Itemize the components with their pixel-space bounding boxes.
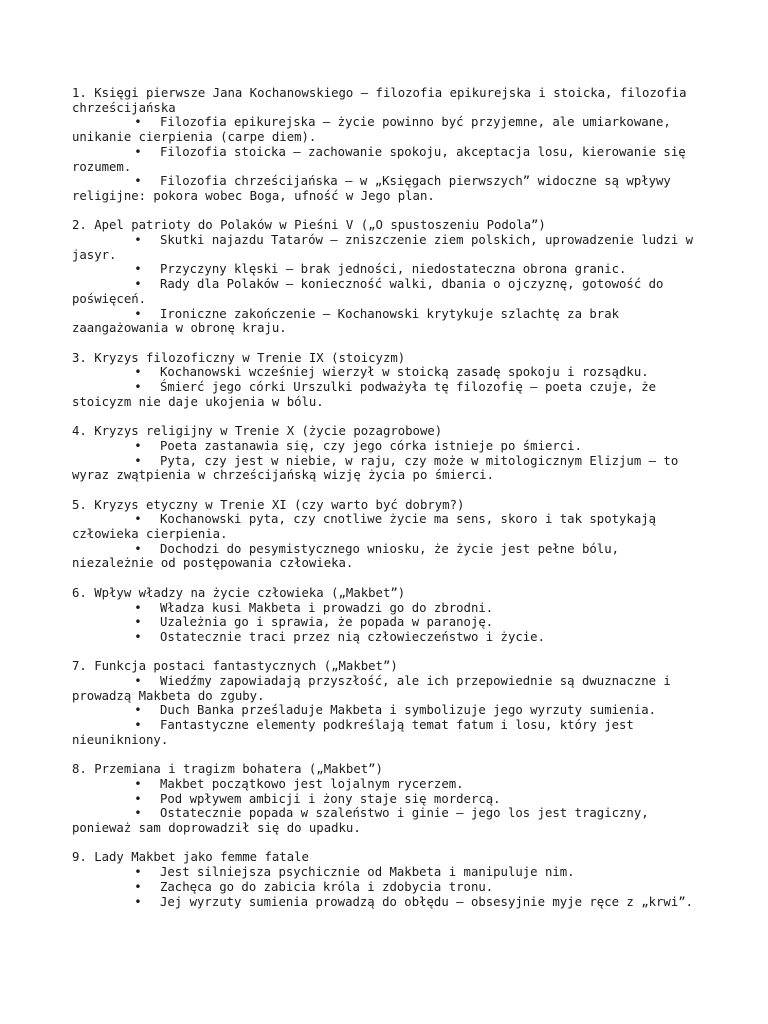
bullet-item — [72, 145, 702, 174]
section-heading: 6. Wpływ władzy na życie człowieka („Makbet”) — [72, 585, 406, 600]
bullet-icon: • — [134, 703, 142, 718]
bullet-icon: • — [134, 262, 142, 277]
bullet-text: Makbet początkowo jest lojalnym rycerzem. — [160, 776, 464, 791]
bullet-text: Filozofia epikurejska – życie powinno być przyjemne, ale umiarkowane, unikanie cierpienia (carpe diem). — [72, 115, 679, 145]
bullet-item — [72, 262, 702, 277]
bullet-item — [72, 512, 702, 541]
bullet-icon: • — [134, 174, 142, 189]
bullet-text: Przyczyny klęski – brak jedności, niedostateczna obrona granic. — [160, 262, 627, 277]
bullet-item — [72, 806, 702, 835]
section-heading: 9. Lady Makbet jako femme fatale — [72, 850, 309, 865]
bullet-item — [72, 174, 702, 203]
bullet-icon: • — [134, 806, 142, 821]
bullet-icon: • — [134, 776, 142, 791]
bullet-text: Filozofia chrześcijańska – w „Księgach pierwszych” widoczne są wpływy religijne: pokora wobec Boga, ufność w Jego plan. — [72, 174, 679, 203]
bullet-item — [72, 777, 702, 792]
bullet-icon: • — [134, 791, 142, 806]
bullet-item — [72, 454, 702, 483]
bullet-icon: • — [134, 674, 142, 689]
bullet-item — [72, 615, 702, 630]
bullet-icon: • — [134, 144, 142, 159]
bullet-text: Duch Banka prześladuje Makbeta i symbolizuje jego wyrzuty sumienia. — [160, 703, 657, 718]
section — [72, 86, 702, 204]
section-heading: 8. Przemiana i tragizm bohatera („Makbet”) — [72, 762, 383, 777]
section — [72, 850, 702, 909]
section-heading: 3. Kryzys filozoficzny w Trenie IX (stoicyzm) — [72, 350, 406, 365]
section — [72, 218, 702, 336]
section-heading: 2. Apel patrioty do Polaków w Pieśni V („O spustoszeniu Podola”) — [72, 218, 546, 233]
bullet-text: Ostatecznie traci przez nią człowieczeństwo i życie. — [160, 629, 545, 644]
bullet-text: Dochodzi do pesymistycznego wniosku, że życie jest pełne bólu, niezależnie od postępowania człowieka. — [72, 541, 627, 571]
bullet-item — [72, 365, 702, 380]
bullet-item — [72, 380, 702, 409]
bullet-text: Wiedźmy zapowiadają przyszłość, ale ich przepowiednie są dwuznaczne i prowadzą Makbeta do zguby. — [72, 674, 679, 703]
section-heading: 4. Kryzys religijny w Trenie X (życie pozagrobowe) — [72, 424, 443, 439]
bullet-text: Jej wyrzuty sumienia prowadzą do obłędu – obsesyjnie myje ręce z „krwi”. — [160, 894, 694, 909]
bullet-icon: • — [134, 512, 142, 527]
section — [72, 586, 702, 645]
bullet-item — [72, 792, 702, 807]
bullet-item — [72, 703, 702, 718]
bullet-icon: • — [134, 879, 142, 894]
section — [72, 424, 702, 483]
bullet-icon: • — [134, 615, 142, 630]
bullet-icon: • — [134, 718, 142, 733]
bullet-text: Zachęca go do zabicia króla i zdobycia tronu. — [160, 879, 494, 894]
bullet-item — [72, 674, 702, 703]
bullet-text: Ironiczne zakończenie – Kochanowski krytykuje szlachtę za brak zaangażowania w obronę kraju. — [72, 306, 627, 336]
bullet-text: Kochanowski wcześniej wierzył w stoicką zasadę spokoju i rozsądku. — [160, 365, 649, 380]
section — [72, 351, 702, 410]
bullet-item — [72, 630, 702, 645]
bullet-item — [72, 880, 702, 895]
bullet-icon: • — [134, 438, 142, 453]
bullet-icon: • — [134, 629, 142, 644]
bullet-icon: • — [134, 894, 142, 909]
bullet-text: Skutki najazdu Tatarów – zniszczenie ziem polskich, uprowadzenie ludzi w jasyr. — [72, 233, 701, 262]
bullet-text: Filozofia stoicka – zachowanie spokoju, akceptacja losu, kierowanie się rozumem. — [72, 144, 694, 174]
section-heading: 5. Kryzys etyczny w Trenie XI (czy warto być dobrym?) — [72, 497, 465, 512]
bullet-text: Fantastyczne elementy podkreślają temat fatum i losu, który jest nieunikniony. — [72, 718, 642, 747]
bullet-icon: • — [134, 233, 142, 248]
bullet-icon: • — [134, 453, 142, 468]
bullet-item — [72, 277, 702, 306]
bullet-item — [72, 307, 702, 336]
bullet-text: Poeta zastanawia się, czy jego córka istnieje po śmierci. — [160, 438, 582, 453]
section-heading: 7. Funkcja postaci fantastycznych („Makbet”) — [72, 659, 398, 674]
bullet-text: Śmierć jego córki Urszulki podważyła tę filozofię – poeta czuje, że stoicyzm nie daje ukojenia w bólu. — [72, 380, 664, 409]
bullet-item — [72, 233, 702, 262]
bullet-text: Kochanowski pyta, czy cnotliwe życie ma sens, skoro i tak spotykają człowieka cierpienia. — [72, 512, 664, 542]
bullet-item — [72, 542, 702, 571]
section — [72, 498, 702, 572]
bullet-icon: • — [134, 365, 142, 380]
bullet-item — [72, 115, 702, 144]
bullet-item — [72, 718, 702, 747]
bullet-text: Pod wpływem ambicji i żony staje się mordercą. — [160, 791, 501, 806]
bullet-text: Władza kusi Makbeta i prowadzi go do zbrodni. — [160, 600, 494, 615]
section — [72, 762, 702, 836]
bullet-text: Ostatecznie popada w szaleństwo i ginie – jego los jest tragiczny, ponieważ sam doprowadził się do upadku. — [72, 806, 657, 836]
section-heading: 1. Księgi pierwsze Jana Kochanowskiego – filozofia epikurejska i stoicka, filozofia chrześcijańska — [72, 86, 694, 115]
bullet-icon: • — [134, 380, 142, 395]
bullet-icon: • — [134, 115, 142, 130]
bullet-text: Pyta, czy jest w niebie, w raju, czy może w mitologicznym Elizjum – to wyraz zwątpienia w chrześcijańską wizję życia po śmierci. — [72, 453, 686, 483]
bullet-text: Uzależnia go i sprawia, że popada w paranoję. — [160, 615, 494, 630]
bullet-text: Jest silniejsza psychicznie od Makbeta i manipuluje nim. — [160, 865, 575, 880]
bullet-item — [72, 865, 702, 880]
bullet-icon: • — [134, 541, 142, 556]
bullet-item — [72, 439, 702, 454]
section — [72, 659, 702, 747]
bullet-item — [72, 601, 702, 616]
document-body — [72, 86, 702, 924]
bullet-item — [72, 895, 702, 910]
bullet-icon: • — [134, 306, 142, 321]
bullet-text: Rady dla Polaków – konieczność walki, dbania o ojczyznę, gotowość do poświęceń. — [72, 277, 671, 306]
bullet-icon: • — [134, 865, 142, 880]
bullet-icon: • — [134, 277, 142, 292]
bullet-icon: • — [134, 600, 142, 615]
